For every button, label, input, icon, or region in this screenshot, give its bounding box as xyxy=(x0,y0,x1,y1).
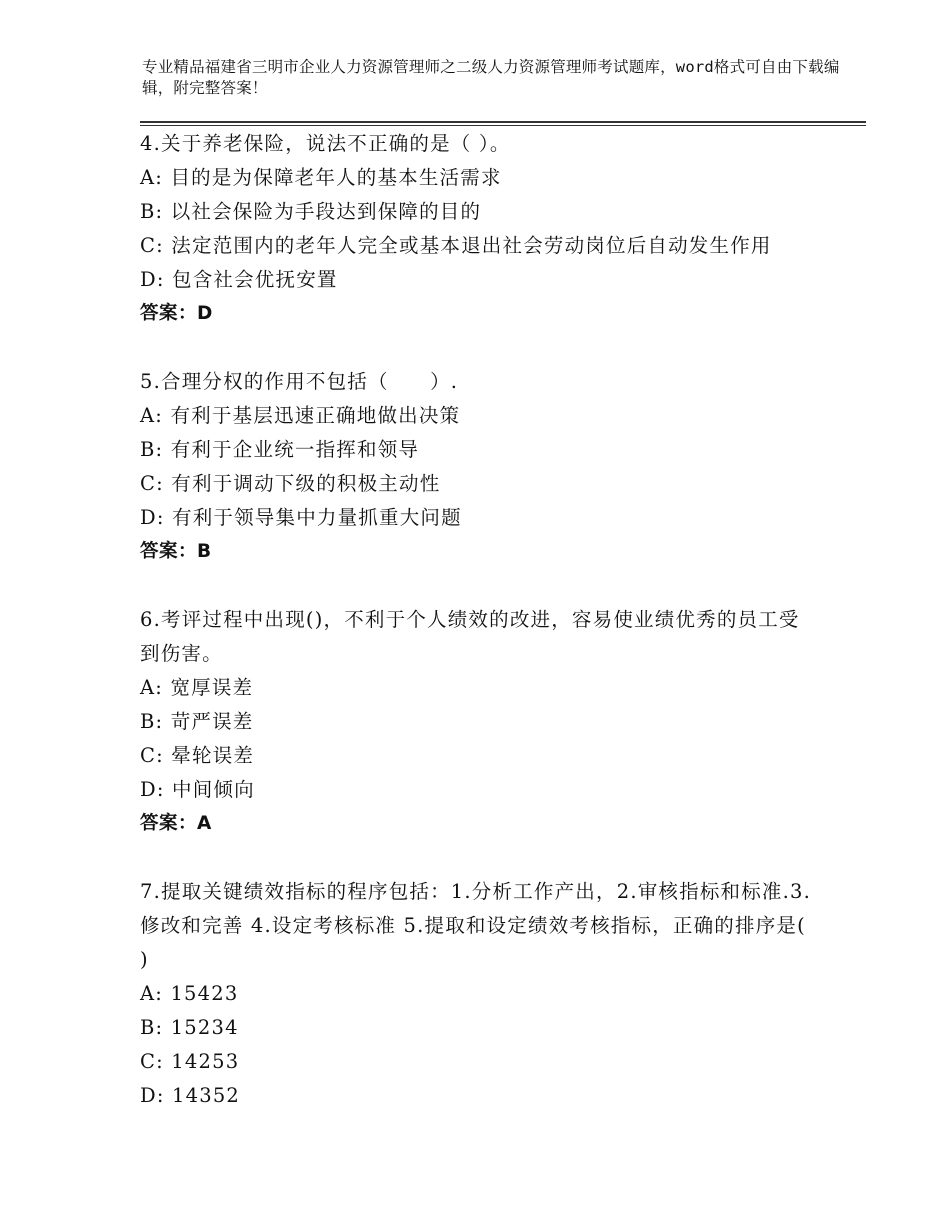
option-b: B: 苛严误差 xyxy=(140,710,254,733)
option-d: D: 14352 xyxy=(140,1084,241,1107)
question-4 xyxy=(140,127,820,331)
option-d: D: 包含社会优抚安置 xyxy=(140,268,338,291)
option-b: B: 15234 xyxy=(140,1016,239,1039)
option-c: C: 法定范围内的老年人完全或基本退出社会劳动岗位后自动发生作用 xyxy=(140,234,772,257)
spacer xyxy=(140,331,820,365)
option-a: A: 15423 xyxy=(140,982,239,1005)
question-stem: 7.提取关键绩效指标的程序包括：1.分析工作产出，2.审核指标和标准.3.修改和完善 4.设定考核标准 5.提取和设定绩效考核指标，正确的排序是( ) xyxy=(140,880,812,971)
option-c: C: 有利于调动下级的积极主动性 xyxy=(140,472,441,495)
option-c: C: 14253 xyxy=(140,1050,240,1073)
option-b: B: 以社会保险为手段达到保障的目的 xyxy=(140,200,482,223)
header-divider xyxy=(140,121,866,123)
option-b: B: 有利于企业统一指挥和领导 xyxy=(140,438,420,461)
option-d: D: 中间倾向 xyxy=(140,778,255,801)
option-d: D: 有利于领导集中力量抓重大问题 xyxy=(140,506,462,529)
question-stem: 4.关于养老保险，说法不正确的是（ ）。 xyxy=(140,132,511,155)
question-stem: 5.合理分权的作用不包括（ ）. xyxy=(140,370,459,393)
option-a: A: 目的是为保障老年人的基本生活需求 xyxy=(140,166,502,189)
spacer xyxy=(140,569,820,603)
document-header: 专业精品福建省三明市企业人力资源管理师之二级人力资源管理师考试题库，word格式可自由下载编辑，附完整答案！ xyxy=(142,58,840,97)
option-c: C: 晕轮误差 xyxy=(140,744,255,767)
answer: 答案：A xyxy=(140,813,212,834)
spacer xyxy=(140,841,820,875)
option-a: A: 有利于基层迅速正确地做出决策 xyxy=(140,404,461,427)
question-stem: 6.考评过程中出现()，不利于个人绩效的改进，容易使业绩优秀的员工受到伤害。 xyxy=(140,608,800,665)
answer: 答案：D xyxy=(140,303,213,324)
question-5 xyxy=(140,365,820,569)
question-7 xyxy=(140,875,820,1113)
option-a: A: 宽厚误差 xyxy=(140,676,254,699)
question-list xyxy=(140,127,820,1113)
header-divider-thin xyxy=(140,125,866,126)
question-6 xyxy=(140,603,820,841)
answer: 答案：B xyxy=(140,541,212,562)
